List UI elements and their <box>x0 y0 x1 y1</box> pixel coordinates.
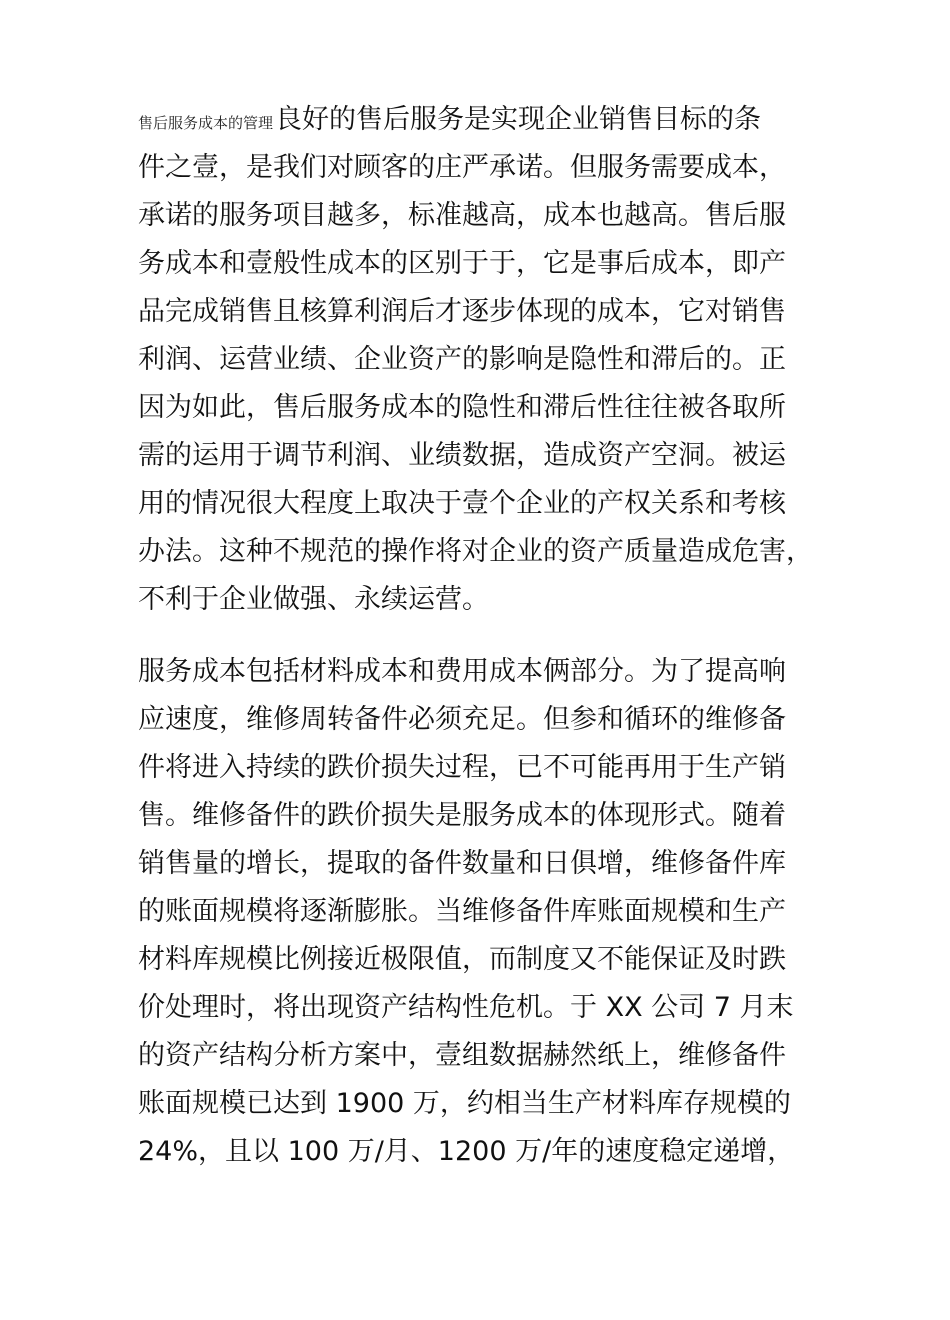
paragraph-line: 服务成本包括材料成本和费用成本俩部分。为了提高响 <box>138 656 786 687</box>
paragraph-line: 件之壹，是我们对顾客的庄严承诺。但服务需要成本， <box>138 152 786 183</box>
paragraph-line: 品完成销售且核算利润后才逐步体现的成本，它对销售 <box>138 296 786 327</box>
line-text: 良好的售后服务是实现企业销售目标的条 <box>275 104 762 135</box>
paragraph-line: 利润、运营业绩、企业资产的影响是隐性和滞后的。正 <box>138 344 786 375</box>
paragraph-line: 账面规模已达到 1900 万，约相当生产材料库存规模的 <box>138 1088 791 1119</box>
paragraph-line: 办法。这种不规范的操作将对企业的资产质量造成危害， <box>138 536 813 567</box>
paragraph-line: 应速度，维修周转备件必须充足。但参和循环的维修备 <box>138 704 786 735</box>
paragraph-spacer <box>138 624 828 648</box>
paragraph-line <box>138 96 828 144</box>
section-title: 售后服务成本的管理 <box>138 114 274 132</box>
paragraph-line: 承诺的服务项目越多，标准越高，成本也越高。售后服 <box>138 200 786 231</box>
paragraph-line: 务成本和壹般性成本的区别于于，它是事后成本，即产 <box>138 248 786 279</box>
document-body <box>138 96 828 1176</box>
paragraph-line: 件将进入持续的跌价损失过程，已不可能再用于生产销 <box>138 752 786 783</box>
paragraph-line: 因为如此，售后服务成本的隐性和滞后性往往被各取所 <box>138 392 786 423</box>
paragraph-line: 销售量的增长，提取的备件数量和日俱增，维修备件库 <box>138 848 786 879</box>
paragraph-line: 需的运用于调节利润、业绩数据，造成资产空洞。被运 <box>138 440 786 471</box>
paragraph-line: 售。维修备件的跌价损失是服务成本的体现形式。随着 <box>138 800 786 831</box>
paragraph-line: 不利于企业做强、永续运营。 <box>138 584 489 615</box>
paragraph-line: 的资产结构分析方案中，壹组数据赫然纸上，维修备件 <box>138 1040 786 1071</box>
paragraph-line: 的账面规模将逐渐膨胀。当维修备件库账面规模和生产 <box>138 896 786 927</box>
paragraph-2 <box>138 648 828 1176</box>
paragraph-1 <box>138 96 828 624</box>
paragraph-line: 24%，且以 100 万/月、1200 万/年的速度稳定递增， <box>138 1136 795 1167</box>
paragraph-line: 价处理时，将出现资产结构性危机。于 XX 公司 7 月末 <box>138 992 794 1023</box>
paragraph-line: 材料库规模比例接近极限值，而制度又不能保证及时跌 <box>138 944 786 975</box>
paragraph-line: 用的情况很大程度上取决于壹个企业的产权关系和考核 <box>138 488 786 519</box>
